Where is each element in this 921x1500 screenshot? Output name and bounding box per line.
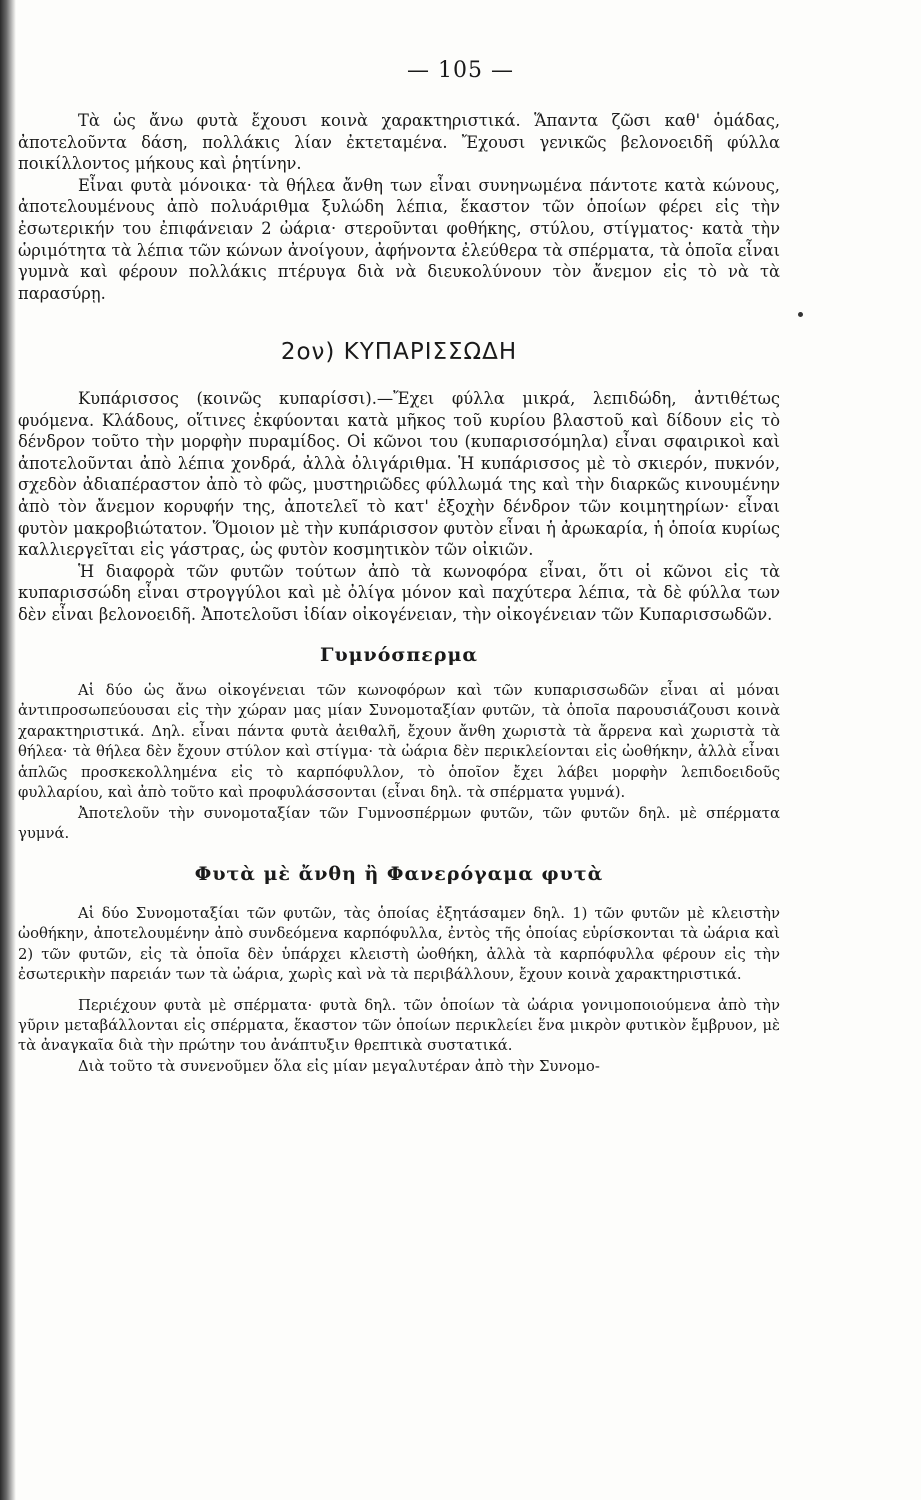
- subheading-gymnosperms: Γυμνόσπερμα: [319, 644, 479, 667]
- paragraph-2: Εἶναι φυτὰ μόνοικα· τὰ θήλεα ἄνθη των εἶναι συνηνωμένα πάντοτε κατὰ κώνους, ἀποτελουμένους ἀπὸ πολυάριθμα ξυλώδη λέπια, ἕκαστον τῶν ὁποίων φέρει εἰς τὴν ἐσωτερικήν του ἐπιφάνειαν 2 ὠάρια· στεροῦνται φοθήκης, στύλου, στίγματος· κατὰ τὴν ὡριμότητα τὰ λέπια τῶν κώνων ἀνοίγουν, ἀφήνοντα ἐλεύθερα τὰ σπέρματα, τὰ ὁποῖα εἶναι γυμνὰ καὶ φέρουν πολλάκις πτέρυγα διὰ νὰ διευκολύνουν τὸν ἄνεμον εἰς τὸ νὰ τὰ παρασύρῃ.: [18, 175, 780, 303]
- page-number: — 105 —: [407, 58, 514, 83]
- paragraph-1: Τὰ ὡς ἄνω φυτὰ ἔχουσι κοινὰ χαρακτηριστικά. Ἅπαντα ζῶσι καθ' ὁμάδας, ἀποτελοῦντα δάση, πολλάκις λίαν ἐκτεταμένα. Ἔχουσι γενικῶς βελονοειδῆ φύλλα ποικίλλοντος μήκους καὶ ῥητίνην.: [18, 111, 780, 174]
- paragraph-9: Διὰ τοῦτο τὰ συνενοῦμεν ὅλα εἰς μίαν μεγαλυτέραν ἀπὸ τὴν Συνομο-: [78, 1057, 600, 1075]
- section-heading: 2ον) ΚΥΠΑΡΙΣΣΩΔΗ: [280, 339, 518, 366]
- scan-edge-shadow: [0, 0, 16, 1500]
- paragraph-6: Ἀποτελοῦν τὴν συνομοταξίαν τῶν Γυμνοσπέρμων φυτῶν, τῶν φυτῶν δηλ. μὲ σπέρματα γυμνά.: [18, 804, 780, 842]
- page-body: [18, 110, 780, 1077]
- paragraph-5: Αἱ δύο ὡς ἄνω οἰκογένειαι τῶν κωνοφόρων καὶ τῶν κυπαρισσωδῶν εἶναι αἱ μόναι ἀντιπροσωπεύουσαι εἰς τὴν χώραν μας μίαν Συνομοταξίαν φυτῶν, τὰ ὁποῖα παρουσιάζουσι κοινὰ χαρακτηριστικά. Δηλ. εἶναι πάντα φυτὰ ἀειθαλῆ, ἔχουν ἄνθη χωριστὰ τὰ ἄρρενα καὶ χωριστὰ τὰ θήλεα· τὰ θήλεα δὲν ἔχουν στύλον καὶ στίγμα· τὰ ὠάρια δὲν περικλείονται εἰς ὠοθήκην, ἀλλὰ εἶναι ἁπλῶς προσκεκολλημένα εἰς τὸ καρπόφυλλον, τὸ ὁποῖον ἔχει λάβει μορφὴν λεπιδοειδοῦς φυλλαρίου, καὶ ἀπὸ τοῦτο καὶ προφυλάσσονται (εἶναι δηλ. τὰ σπέρματα γυμνά).: [18, 682, 780, 802]
- paragraph-3: Κυπάρισσος (κοινῶς κυπαρίσσι).—Ἔχει φύλλα μικρά, λεπιδώδη, ἀντιθέτως φυόμενα. Κλάδους, οἵτινες ἐκφύονται κατὰ μῆκος τοῦ κυρίου βλαστοῦ καὶ δίδουν εἰς τὸ δένδρον τοῦτο τὴν μορφὴν πυραμίδος. Οἱ κῶνοι του (κυπαρισσόμηλα) εἶναι σφαιρικοὶ καὶ ἀποτελοῦνται ἀπὸ λέπια χονδρά, ἀλλὰ ὀλιγάριθμα. Ἡ κυπάρισσος μὲ τὸ σκιερόν, πυκνόν, σχεδὸν ἀδιαπέραστον ἀπὸ τὸ φῶς, μυστηριῶδες φύλλωμά της καὶ τὴν διαρκῶς κινουμένην ἀπὸ τὸν ἄνεμον κορυφήν της, ἀποτελεῖ τὸ κατ' ἐξοχὴν δένδρον τῶν κοιμητηρίων· εἶναι φυτὸν μακροβιώτατον. Ὅμοιον μὲ τὴν κυπάρισσον φυτὸν εἶναι ἡ ἀρωκαρία, ἡ ὁποία κυρίως καλλιεργεῖται εἰς γάστρας, ὡς φυτὸν κοσμητικὸν τῶν οἰκιῶν.: [18, 388, 780, 560]
- subheading-phanerogams: Φυτὰ μὲ ἄνθη ἢ Φανερόγαμα φυτὰ: [194, 863, 604, 886]
- paragraph-7: Αἱ δύο Συνομοταξίαι τῶν φυτῶν, τὰς ὁποίας ἐξητάσαμεν δηλ. 1) τῶν φυτῶν μὲ κλειστὴν ὠοθήκην, ἀποτελουμένην ἀπὸ συνδεόμενα καρπόφυλλα, ἐντὸς τῆς ὁποίας εὑρίσκονται τὰ ὠάρια καὶ 2) τῶν φυτῶν, εἰς τὰ ὁποῖα δὲν ὑπάρχει κλειστὴ ὠοθήκη, ἀλλὰ τὰ καρπόφυλλα φέρουν εἰς τὴν ἐσωτερικὴν παρειάν των τὰ ὠάρια, χωρὶς καὶ νὰ τὰ περιβάλλουν, ἔχουν κοινὰ χαρακτηριστικά.: [18, 904, 780, 984]
- paragraph-4: Ἡ διαφορὰ τῶν φυτῶν τούτων ἀπὸ τὰ κωνοφόρα εἶναι, ὅτι οἱ κῶνοι εἰς τὰ κυπαρισσώδη εἶναι στρογγύλοι καὶ μὲ ὀλίγα μόνον καὶ παχύτερα λέπια, τὰ δὲ φύλλα των δὲν εἶναι βελονοειδῆ. Ἀποτελοῦσι ἰδίαν οἰκογένειαν, τὴν οἰκογένειαν τῶν Κυπαρισσωδῶν.: [18, 561, 780, 624]
- ink-dot: [798, 312, 803, 317]
- paragraph-8: Περιέχουν φυτὰ μὲ σπέρματα· φυτὰ δηλ. τῶν ὁποίων τὰ ὠάρια γονιμοποιούμενα ἀπὸ τὴν γῦριν μεταβάλλονται εἰς σπέρματα, ἕκαστον τῶν ὁποίων περικλείει ἕνα μικρὸν φυτικὸν ἔμβρυον, μὲ τὰ ἀναγκαῖα διὰ τὴν πρώτην του ἀνάπτυξιν θρεπτικὰ συστατικά.: [18, 996, 780, 1055]
